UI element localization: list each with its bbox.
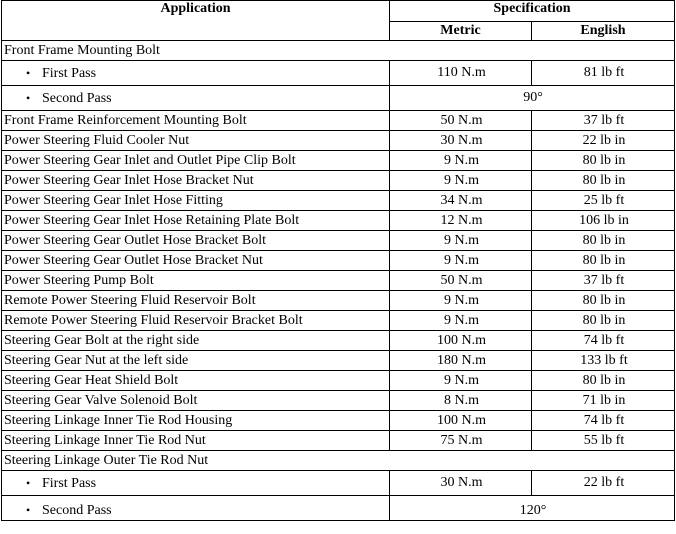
application-cell [2, 61, 390, 86]
table-row [2, 41, 675, 61]
metric-cell: 9 N.m [390, 231, 532, 251]
application-cell: Steering Gear Heat Shield Bolt [2, 371, 390, 391]
metric-cell: 30 N.m [390, 471, 532, 496]
metric-cell: 100 N.m [390, 331, 532, 351]
table-row [2, 61, 675, 86]
table-row [2, 271, 675, 291]
english-cell: 80 lb in [532, 311, 675, 331]
english-cell: 22 lb in [532, 131, 675, 151]
table-row [2, 211, 675, 231]
application-cell: Front Frame Mounting Bolt [2, 41, 675, 61]
table-row [2, 291, 675, 311]
application-cell: Power Steering Gear Outlet Hose Bracket Nut [2, 251, 390, 271]
metric-cell: 34 N.m [390, 191, 532, 211]
torque-spec-table [1, 0, 675, 521]
metric-cell: 50 N.m [390, 271, 532, 291]
table-row [2, 471, 675, 496]
application-cell: Remote Power Steering Fluid Reservoir Bracket Bolt [2, 311, 390, 331]
english-cell: 22 lb ft [532, 471, 675, 496]
english-cell: 37 lb ft [532, 111, 675, 131]
english-cell: 80 lb in [532, 171, 675, 191]
table-row [2, 111, 675, 131]
application-cell: Steering Linkage Inner Tie Rod Nut [2, 431, 390, 451]
metric-cell: 100 N.m [390, 411, 532, 431]
application-cell [2, 496, 390, 521]
english-cell: 80 lb in [532, 151, 675, 171]
application-cell: Steering Linkage Inner Tie Rod Housing [2, 411, 390, 431]
angle-cell: 90° [390, 86, 675, 111]
application-cell: Power Steering Gear Inlet and Outlet Pipe Clip Bolt [2, 151, 390, 171]
metric-cell: 9 N.m [390, 151, 532, 171]
table-row [2, 351, 675, 371]
table-row [2, 191, 675, 211]
application-cell: Steering Gear Nut at the left side [2, 351, 390, 371]
english-cell: 71 lb in [532, 391, 675, 411]
english-cell: 55 lb ft [532, 431, 675, 451]
application-cell: Power Steering Gear Inlet Hose Fitting [2, 191, 390, 211]
specification-header: Specification [390, 1, 675, 22]
application-cell [2, 471, 390, 496]
table-row [2, 411, 675, 431]
application-label: Second Pass [42, 503, 112, 518]
application-cell: Steering Gear Bolt at the right side [2, 331, 390, 351]
metric-cell: 8 N.m [390, 391, 532, 411]
english-header: English [532, 22, 675, 41]
english-cell: 80 lb in [532, 251, 675, 271]
table-row [2, 331, 675, 351]
table-row [2, 451, 675, 471]
table-row [2, 431, 675, 451]
application-cell: Steering Linkage Outer Tie Rod Nut [2, 451, 675, 471]
table-row [2, 251, 675, 271]
english-cell: 74 lb ft [532, 331, 675, 351]
table-row [2, 496, 675, 521]
table-row [2, 131, 675, 151]
angle-cell: 120° [390, 496, 675, 521]
bullet-icon: • [26, 475, 31, 490]
english-cell: 106 lb in [532, 211, 675, 231]
table-row [2, 151, 675, 171]
english-cell: 81 lb ft [532, 61, 675, 86]
application-cell: Steering Gear Valve Solenoid Bolt [2, 391, 390, 411]
application-cell: Power Steering Pump Bolt [2, 271, 390, 291]
application-label: First Pass [42, 475, 97, 491]
english-cell: 74 lb ft [532, 411, 675, 431]
table-row [2, 391, 675, 411]
metric-cell: 9 N.m [390, 371, 532, 391]
metric-header: Metric [390, 22, 532, 41]
metric-cell: 12 N.m [390, 211, 532, 231]
application-cell: Power Steering Gear Outlet Hose Bracket Bolt [2, 231, 390, 251]
metric-cell: 110 N.m [390, 61, 532, 86]
english-cell: 25 lb ft [532, 191, 675, 211]
metric-cell: 30 N.m [390, 131, 532, 151]
english-cell: 133 lb ft [532, 351, 675, 371]
metric-cell: 75 N.m [390, 431, 532, 451]
table-row [2, 311, 675, 331]
bullet-icon: • [26, 90, 31, 105]
table-row [2, 231, 675, 251]
metric-cell: 9 N.m [390, 291, 532, 311]
english-cell: 80 lb in [532, 291, 675, 311]
metric-cell: 180 N.m [390, 351, 532, 371]
english-cell: 80 lb in [532, 231, 675, 251]
bullet-icon: • [26, 503, 31, 517]
metric-cell: 9 N.m [390, 311, 532, 331]
application-cell: Power Steering Gear Inlet Hose Bracket Nut [2, 171, 390, 191]
metric-cell: 9 N.m [390, 171, 532, 191]
english-cell: 37 lb ft [532, 271, 675, 291]
table-row [2, 86, 675, 111]
application-label: First Pass [42, 65, 97, 81]
application-header: Application [2, 1, 390, 41]
application-cell: Power Steering Fluid Cooler Nut [2, 131, 390, 151]
metric-cell: 50 N.m [390, 111, 532, 131]
application-cell: Power Steering Gear Inlet Hose Retaining Plate Bolt [2, 211, 390, 231]
application-label: Second Pass [42, 90, 112, 106]
application-cell: Front Frame Reinforcement Mounting Bolt [2, 111, 390, 131]
application-cell [2, 86, 390, 111]
application-cell: Remote Power Steering Fluid Reservoir Bolt [2, 291, 390, 311]
bullet-icon: • [26, 65, 31, 80]
table-row [2, 171, 675, 191]
metric-cell: 9 N.m [390, 251, 532, 271]
table-row [2, 371, 675, 391]
english-cell: 80 lb in [532, 371, 675, 391]
